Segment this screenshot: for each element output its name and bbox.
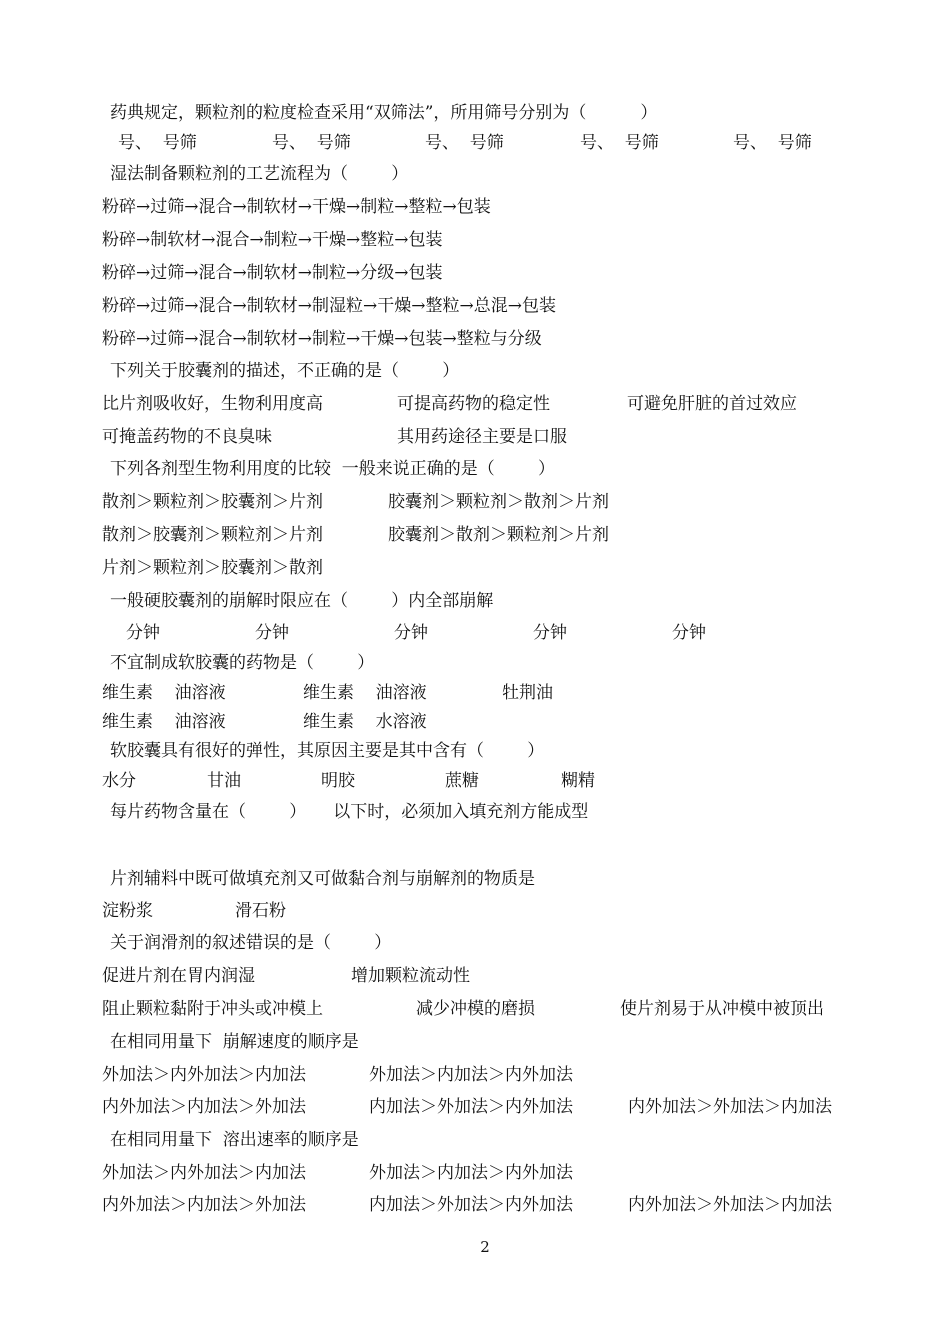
option: 号、 号筛 (580, 133, 659, 153)
option: 粉碎→过筛→混合→制软材→制粒→干燥→包装→整粒与分级 (102, 329, 542, 349)
option: 片剂＞颗粒剂＞胶囊剂＞散剂 (102, 558, 323, 578)
option: 维生素 油溶液 (102, 712, 226, 732)
option: 号、 号筛 (425, 133, 504, 153)
option: 减少冲模的磨损 (416, 999, 535, 1019)
option: 明胶 (321, 771, 355, 791)
option: 内加法＞外加法＞内外加法 (369, 1195, 573, 1215)
question-stem: 在相同用量下 溶出速率的顺序是 (110, 1130, 359, 1150)
option: 牡荆油 (502, 683, 553, 703)
option: 粉碎→过筛→混合→制软材→干燥→制粒→整粒→包装 (102, 197, 491, 217)
option: 外加法＞内加法＞内外加法 (369, 1065, 573, 1085)
option: 号、 号筛 (733, 133, 812, 153)
question-stem: 一般硬胶囊剂的崩解时限应在（ ）内全部崩解 (110, 591, 494, 611)
option: 胶囊剂＞散剂＞颗粒剂＞片剂 (388, 525, 609, 545)
option: 甘油 (207, 771, 241, 791)
option: 糊精 (561, 771, 595, 791)
option: 粉碎→过筛→混合→制软材→制粒→分级→包装 (102, 263, 443, 283)
option: 可掩盖药物的不良臭味 (102, 427, 272, 447)
option: 分钟 (255, 623, 289, 643)
option: 促进片剂在胃内润湿 (102, 966, 255, 986)
question-stem: 药典规定，颗粒剂的粒度检查采用“双筛法”，所用筛号分别为（ ） (110, 103, 658, 123)
option: 可提高药物的稳定性 (397, 394, 550, 414)
option: 号、 号筛 (118, 133, 197, 153)
option: 外加法＞内外加法＞内加法 (102, 1065, 306, 1085)
option: 分钟 (394, 623, 428, 643)
question-stem: 关于润滑剂的叙述错误的是（ ） (110, 933, 392, 953)
option: 粉碎→制软材→混合→制粒→干燥→整粒→包装 (102, 230, 443, 250)
option: 蔗糖 (445, 771, 479, 791)
question-stem: 每片药物含量在（ ） 以下时，必须加入填充剂方能成型 (110, 802, 589, 822)
option: 维生素 水溶液 (303, 712, 427, 732)
question-stem: 下列关于胶囊剂的描述，不正确的是（ ） (110, 361, 460, 381)
option: 使片剂易于从冲模中被顶出 (620, 999, 824, 1019)
option: 内外加法＞内加法＞外加法 (102, 1195, 306, 1215)
question-stem: 软胶囊具有很好的弹性，其原因主要是其中含有（ ） (110, 741, 545, 761)
question-stem: 湿法制备颗粒剂的工艺流程为（ ） (110, 164, 409, 184)
question-stem: 片剂辅料中既可做填充剂又可做黏合剂与崩解剂的物质是 (110, 869, 535, 889)
option: 外加法＞内加法＞内外加法 (369, 1163, 573, 1183)
option: 外加法＞内外加法＞内加法 (102, 1163, 306, 1183)
option: 可避免肝脏的首过效应 (627, 394, 797, 414)
option: 散剂＞胶囊剂＞颗粒剂＞片剂 (102, 525, 323, 545)
option: 号、 号筛 (272, 133, 351, 153)
option: 水分 (102, 771, 136, 791)
option: 维生素 油溶液 (303, 683, 427, 703)
option: 内外加法＞外加法＞内加法 (628, 1195, 832, 1215)
option: 阻止颗粒黏附于冲头或冲模上 (102, 999, 323, 1019)
option: 维生素 油溶液 (102, 683, 226, 703)
question-stem: 在相同用量下 崩解速度的顺序是 (110, 1032, 359, 1052)
option: 内外加法＞外加法＞内加法 (628, 1097, 832, 1117)
option: 滑石粉 (235, 901, 286, 921)
option: 比片剂吸收好，生物利用度高 (102, 394, 323, 414)
option: 分钟 (126, 623, 160, 643)
option: 粉碎→过筛→混合→制软材→制湿粒→干燥→整粒→总混→包装 (102, 296, 556, 316)
page-number: 2 (480, 1238, 490, 1256)
option: 内外加法＞内加法＞外加法 (102, 1097, 306, 1117)
option: 散剂＞颗粒剂＞胶囊剂＞片剂 (102, 492, 323, 512)
question-stem: 下列各剂型生物利用度的比较 一般来说正确的是（ ） (110, 459, 556, 479)
option: 增加颗粒流动性 (351, 966, 470, 986)
option: 内加法＞外加法＞内外加法 (369, 1097, 573, 1117)
question-stem: 不宜制成软胶囊的药物是（ ） (110, 653, 375, 673)
option: 分钟 (672, 623, 706, 643)
option: 其用药途径主要是口服 (397, 427, 567, 447)
option: 胶囊剂＞颗粒剂＞散剂＞片剂 (388, 492, 609, 512)
option: 分钟 (533, 623, 567, 643)
option: 淀粉浆 (102, 901, 153, 921)
